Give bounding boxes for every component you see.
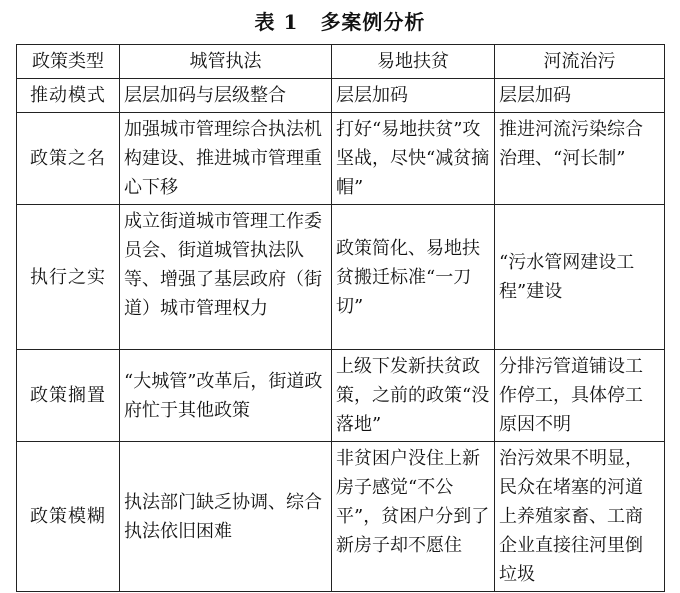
table-cell: 层层加码与层级整合 [120, 79, 332, 113]
table-cell: 推进河流污染综合治理、“河长制” [495, 113, 665, 205]
table-cell: 打好“易地扶贫”攻坚战，尽快“减贫摘帽” [332, 113, 495, 205]
table-caption [0, 6, 680, 32]
table-cell: 成立街道城市管理工作委员会、街道城管执法队等、增强了基层政府（街道）城市管理权力 [120, 205, 332, 350]
table-title: 多案例分析 [320, 10, 426, 34]
table-cell: 加强城市管理综合执法机构建设、推进城市管理重心下移 [120, 113, 332, 205]
table-cell: 上级下发新扶贫政策，之前的政策“没落地” [332, 350, 495, 442]
table-cell: 治污效果不明显，民众在堵塞的河道上养殖家畜、工商企业直接往河里倒垃圾 [495, 442, 665, 592]
row-label: 推动模式 [17, 79, 120, 113]
table-header-row [17, 45, 665, 79]
row-label: 政策之名 [17, 113, 120, 205]
case-analysis-table [16, 44, 665, 592]
table-row [17, 113, 665, 205]
table-cell: 分排污管道铺设工作停工，具体停工原因不明 [495, 350, 665, 442]
table-number: 表 1 [254, 10, 299, 34]
table-cell: “大城管”改革后，街道政府忙于其他政策 [120, 350, 332, 442]
table-cell: 非贫困户没住上新房子感觉“不公平”，贫困户分到了新房子却不愿住 [332, 442, 495, 592]
table-row [17, 79, 665, 113]
header-relocation-poverty: 易地扶贫 [332, 45, 495, 79]
table-cell: 政策简化、易地扶贫搬迁标准“一刀切” [332, 205, 495, 350]
table-row [17, 350, 665, 442]
row-label: 政策搁置 [17, 350, 120, 442]
table-cell: 层层加码 [332, 79, 495, 113]
header-river-pollution: 河流治污 [495, 45, 665, 79]
table-row [17, 442, 665, 592]
row-label: 执行之实 [17, 205, 120, 350]
row-label: 政策模糊 [17, 442, 120, 592]
header-urban-enforcement: 城管执法 [120, 45, 332, 79]
header-policy-type: 政策类型 [17, 45, 120, 79]
table-cell: “污水管网建设工程”建设 [495, 205, 665, 350]
table-cell: 执法部门缺乏协调、综合执法依旧困难 [120, 442, 332, 592]
table-row [17, 205, 665, 350]
table-cell: 层层加码 [495, 79, 665, 113]
